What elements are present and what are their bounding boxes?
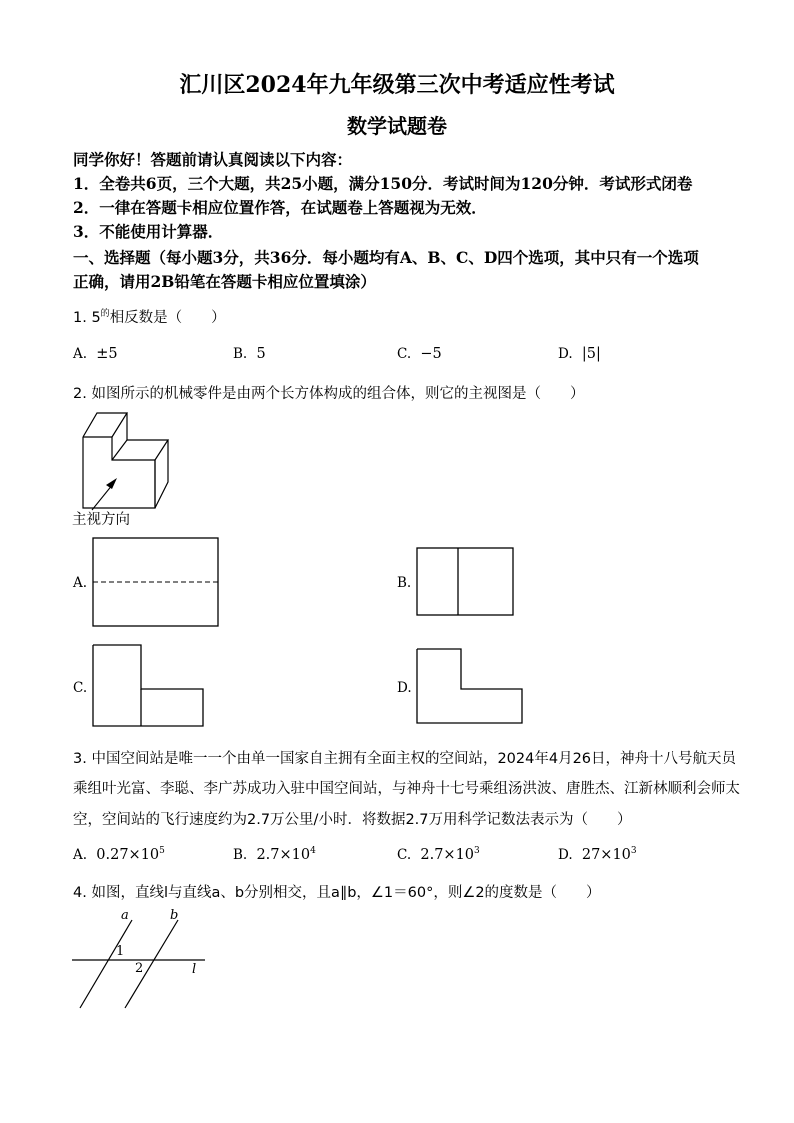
- view-direction-label: 主视方向: [72, 512, 130, 528]
- instruction-item-2: 2．一律在答题卡相应位置作答，在试题卷上答题视为无效．: [73, 198, 487, 217]
- q3-option-a[interactable]: A. $0.27\times 10^5$: [73, 846, 165, 863]
- line-l-label: l: [192, 962, 197, 977]
- question-3-line1: 3. 中国空间站是唯一一个由单一国家自主拥有全面主权的空间站，2024年4月26日，神舟十八号航天员: [73, 751, 737, 767]
- angle-2-label: 2: [135, 961, 144, 976]
- q2-option-c-label[interactable]: C.: [73, 680, 88, 696]
- exam-subtitle: 数学试题卷: [347, 114, 447, 138]
- section-heading-line2: 正确，请用2B铅笔在答题卡相应位置填涂）: [73, 272, 376, 291]
- question-4-stem: 4. 如图，直线l与直线a、b分别相交，且a∥b，∠1＝60°，则∠2的度数是（ ）: [73, 885, 601, 901]
- q3-option-d[interactable]: D. $27\times 10^3$: [558, 846, 637, 863]
- q1-option-a[interactable]: A. ±5: [73, 346, 118, 362]
- instruction-item-3: 3．不能使用计算器．: [73, 222, 224, 241]
- q2-option-a-label[interactable]: A.: [73, 575, 88, 591]
- q1-option-c[interactable]: C. −5: [397, 346, 442, 362]
- exam-title: 汇川区2024年九年级第三次中考适应性考试: [179, 72, 615, 98]
- q2-option-d-label[interactable]: D.: [397, 680, 412, 696]
- line-b-label: b: [170, 908, 179, 923]
- line-a-label: a: [121, 908, 129, 923]
- q2-option-b-label[interactable]: B.: [397, 575, 412, 591]
- question-3-line3: 空，空间站的飞行速度约为2.7万公里/小时．将数据2.7万用科学记数法表示为（ ）: [73, 812, 632, 828]
- question-1-number: 1. 5: [73, 310, 101, 326]
- q3-option-c[interactable]: C. $2.7\times 10^3$: [397, 846, 480, 863]
- question-2-stem: 2. 如图所示的机械零件是由两个长方体构成的组合体，则它的主视图是（ ）: [73, 386, 585, 402]
- question-1-sup: 的: [100, 309, 110, 320]
- question-1-text: 相反数是（ ）: [109, 310, 226, 326]
- instructions-greeting: 同学你好！答题前请认真阅读以下内容：: [73, 150, 353, 169]
- q3-option-b[interactable]: B. $2.7\times 10^4$: [233, 846, 316, 863]
- instruction-item-1: 1．全卷共6页，三个大题，共25小题，满分150分．考试时间为120分钟．考试形式闭卷: [73, 174, 693, 193]
- q1-option-b[interactable]: B. 5: [233, 346, 266, 362]
- question-3-line2: 乘组叶光富、李聪、李广苏成功入驻中国空间站，与神舟十七号乘组汤洪波、唐胜杰、江新林顺利会师太: [73, 781, 740, 797]
- angle-1-label: 1: [116, 944, 125, 959]
- q1-option-d[interactable]: D. |5|: [558, 346, 601, 362]
- section-heading-line1: 一、选择题（每小题3分，共36分．每小题均有A、B、C、D四个选项，其中只有一个选项: [73, 248, 699, 267]
